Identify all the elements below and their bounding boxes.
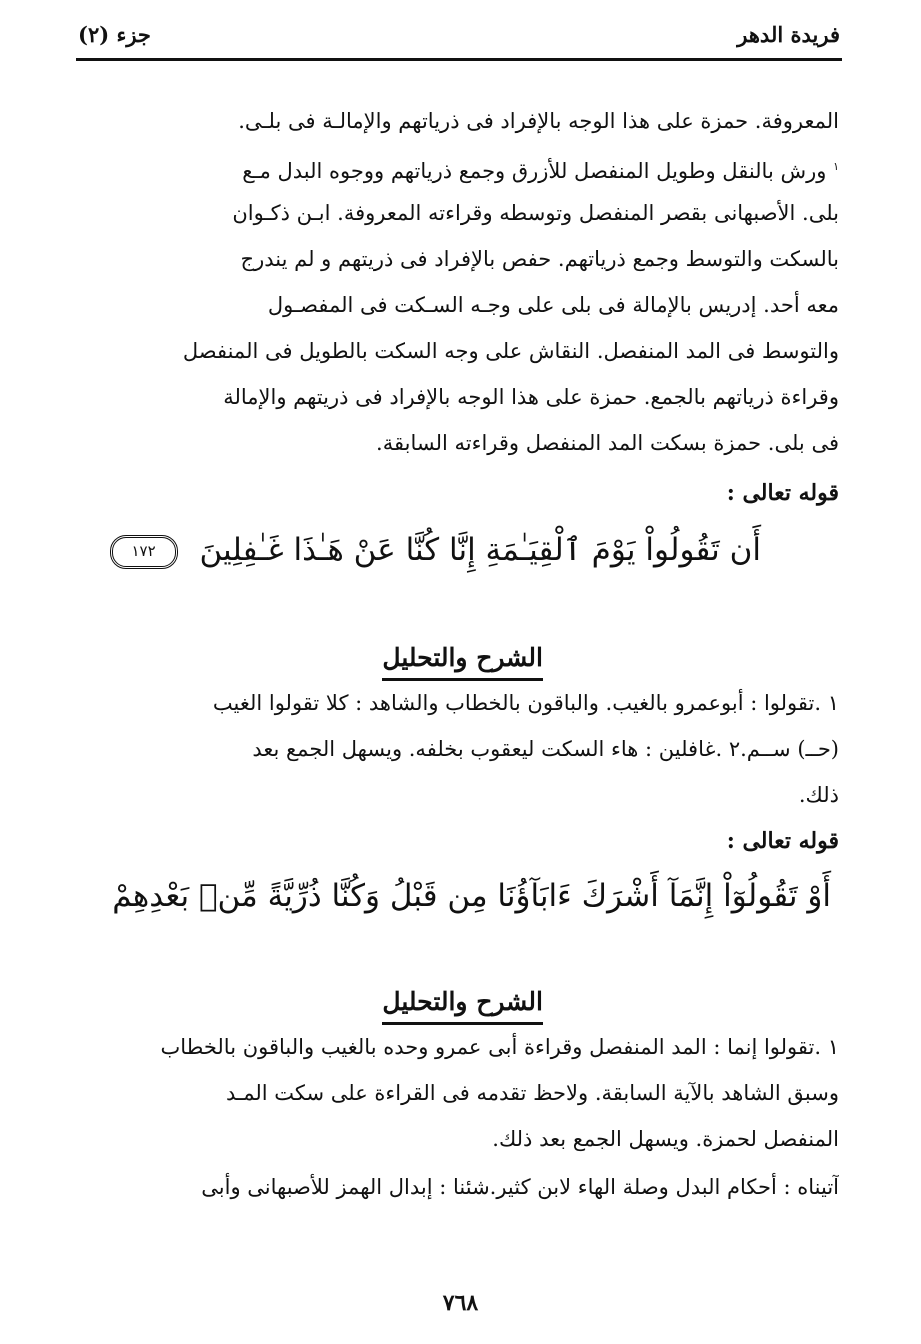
page-number: ٧٦٨ bbox=[442, 1290, 479, 1316]
text-line: وقراءة ذرياتهم بالجمع. حمزة على هذا الوجه بالإفراد فى ذريتهم والإمالة bbox=[223, 385, 839, 409]
text-line: المعروفة. حمزة على هذا الوجه بالإفراد فى ذرياتهم والإمالـة فى بلـى. bbox=[238, 109, 839, 133]
header-rule bbox=[76, 58, 842, 61]
text-line: بالسكت والتوسط وجمع ذرياتهم. حفص بالإفراد فى ذريتهم و لم يندرج bbox=[240, 247, 839, 271]
paragraph-2 bbox=[81, 680, 839, 818]
text-line: (حــ) ســم.٢ .غافلين : هاء السكت ليعقوب بخلفه. ويسهل الجمع بعد bbox=[252, 737, 839, 761]
footnote-mark: ١ bbox=[833, 160, 839, 173]
text-line: ١ .تقولوا : أبوعمرو بالغيب. والباقون بالخطاب والشاهد : كلا تقولوا الغيب bbox=[212, 691, 839, 715]
text-line: آتيناه : أحكام البدل وصلة الهاء لابن كثير.شئنا : إبدال الهمز للأصبهانى وأبى bbox=[201, 1175, 839, 1199]
verse-text: أَن تَقُولُواْ يَوْمَ ٱلْقِيَـٰمَةِ إِنَّا كُنَّا عَنْ هَـٰذَا غَـٰفِلِينَ bbox=[199, 532, 761, 568]
part-number: جزء (٢) bbox=[78, 22, 151, 47]
paragraph-3 bbox=[81, 1024, 839, 1162]
verse-text: أَوْ تَقُولُوٓاْ إِنَّمَآ أَشْرَكَ ءَابَآؤُنَا مِن قَبْلُ وَكُنَّا ذُرِّيَّةً مِّنۢ بَعْدِهِمْ bbox=[112, 878, 831, 914]
text-line: المنفصل لحمزة. ويسهل الجمع بعد ذلك. bbox=[492, 1127, 839, 1151]
book-title: فريدة الدهر bbox=[737, 22, 840, 47]
verse-intro-label: قوله تعالى : bbox=[726, 828, 839, 854]
text-line bbox=[81, 144, 839, 190]
text-line: ١ .تقولوا إنما : المد المنفصل وقراءة أبى عمرو وحده بالغيب والباقون بالخطاب bbox=[160, 1035, 839, 1059]
section-heading: الشرح والتحليل bbox=[382, 640, 543, 681]
paragraph-4 bbox=[81, 1164, 839, 1210]
paragraph-1 bbox=[81, 98, 839, 466]
ayah-number-marker: ١٧٢ bbox=[110, 535, 178, 569]
quran-verse-1 bbox=[110, 532, 761, 569]
text-line: والتوسط فى المد المنفصل. النقاش على وجه السكت بالطويل فى المنفصل bbox=[182, 339, 839, 363]
text-line: معه أحد. إدريس بالإمالة فى بلى على وجـه السـكت فى المفصـول bbox=[267, 293, 839, 317]
text-line: فى بلى. حمزة بسكت المد المنفصل وقراءته السابقة. bbox=[376, 431, 839, 455]
text-line-content: ورش بالنقل وطويل المنفصل للأزرق وجمع ذرياتهم ووجوه البدل مـع bbox=[242, 159, 827, 183]
running-header bbox=[78, 14, 840, 54]
section-heading: الشرح والتحليل bbox=[382, 984, 543, 1025]
text-line: بلى. الأصبهانى بقصر المنفصل وتوسطه وقراءته المعروفة. ابـن ذكـوان bbox=[232, 201, 839, 225]
verse-intro-label: قوله تعالى : bbox=[726, 480, 839, 506]
text-line: ذلك. bbox=[798, 783, 839, 807]
text-line: وسبق الشاهد بالآية السابقة. ولاحظ تقدمه فى القراءة على سكت المـد bbox=[226, 1081, 839, 1105]
quran-verse-2 bbox=[112, 878, 831, 914]
